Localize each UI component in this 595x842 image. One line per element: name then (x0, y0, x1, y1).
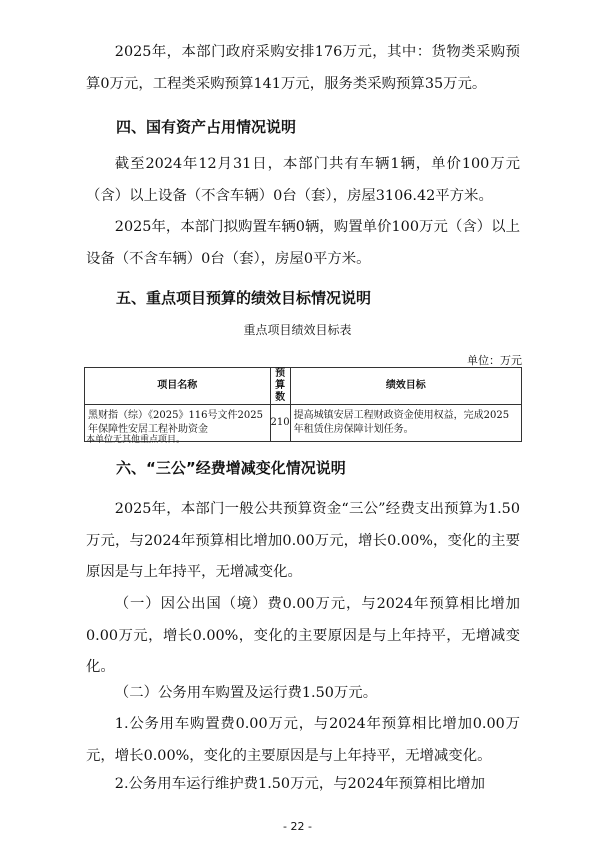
procurement-paragraph: 2025年，本部门政府采购安排176万元，其中：货物类采购预算0万元，工程类采购预算141万元，服务类采购预算35万元。 (86, 44, 520, 92)
assets-plan-paragraph: 2025年，本部门拟购置车辆0辆，购置单价100万元（含）以上设备（不含车辆）0台（套），房屋0平方米。 (86, 219, 520, 267)
vehicle-operation-paragraph: 2.公务用车运行维护费1.50万元，与2024年预算相比增加 (114, 776, 486, 792)
col-header-goal: 绩效目标 (290, 368, 521, 405)
performance-table (84, 367, 522, 442)
table-header-row (85, 368, 522, 405)
col-header-budget: 预算数 (270, 368, 290, 405)
section-heading-three-public: 六、“三公”经费增减变化情况说明 (116, 459, 346, 477)
section-heading-assets: 四、国有资产占用情况说明 (116, 118, 297, 136)
table-note: 本单位无其他重点项目。 (86, 435, 186, 445)
page-number: - 22 - (283, 820, 312, 833)
vehicle-expense-paragraph: （二）公务用车购置及运行费1.50万元。 (114, 685, 378, 701)
assets-status-paragraph: 截至2024年12月31日，本部门共有车辆1辆，单价100万元（含）以上设备（不含车辆）0台（套），房屋3106.42平方米。 (86, 156, 520, 204)
cell-project-name: 黑财指（综）《2025》116号文件2025年保障性安居工程补助资金 (85, 405, 271, 442)
section-heading-performance: 五、重点项目预算的绩效目标情况说明 (116, 289, 372, 307)
vehicle-purchase-paragraph: 1.公务用车购置费0.00万元，与2024年预算相比增加0.00万元，增长0.00%，变化的主要原因是与上年持平，无增减变化。 (86, 716, 520, 764)
col-header-name: 项目名称 (85, 368, 271, 405)
overseas-travel-paragraph: （一）因公出国（境）费0.00万元，与2024年预算相比增加0.00万元，增长0.00%，变化的主要原因是与上年持平，无增减变化。 (86, 596, 520, 675)
cell-budget: 210 (270, 405, 290, 442)
table-caption: 重点项目绩效目标表 (243, 323, 352, 337)
three-public-summary-paragraph: 2025年，本部门一般公共预算资金“三公”经费支出预算为1.50万元，与2024年预算相比增加0.00万元，增长0.00%，变化的主要原因是与上年持平，无增减变化。 (86, 501, 520, 580)
cell-goal: 提高城镇安居工程财政资金使用权益，完成2025年租赁住房保障计划任务。 (290, 405, 521, 442)
table-unit: 单位：万元 (467, 354, 522, 367)
